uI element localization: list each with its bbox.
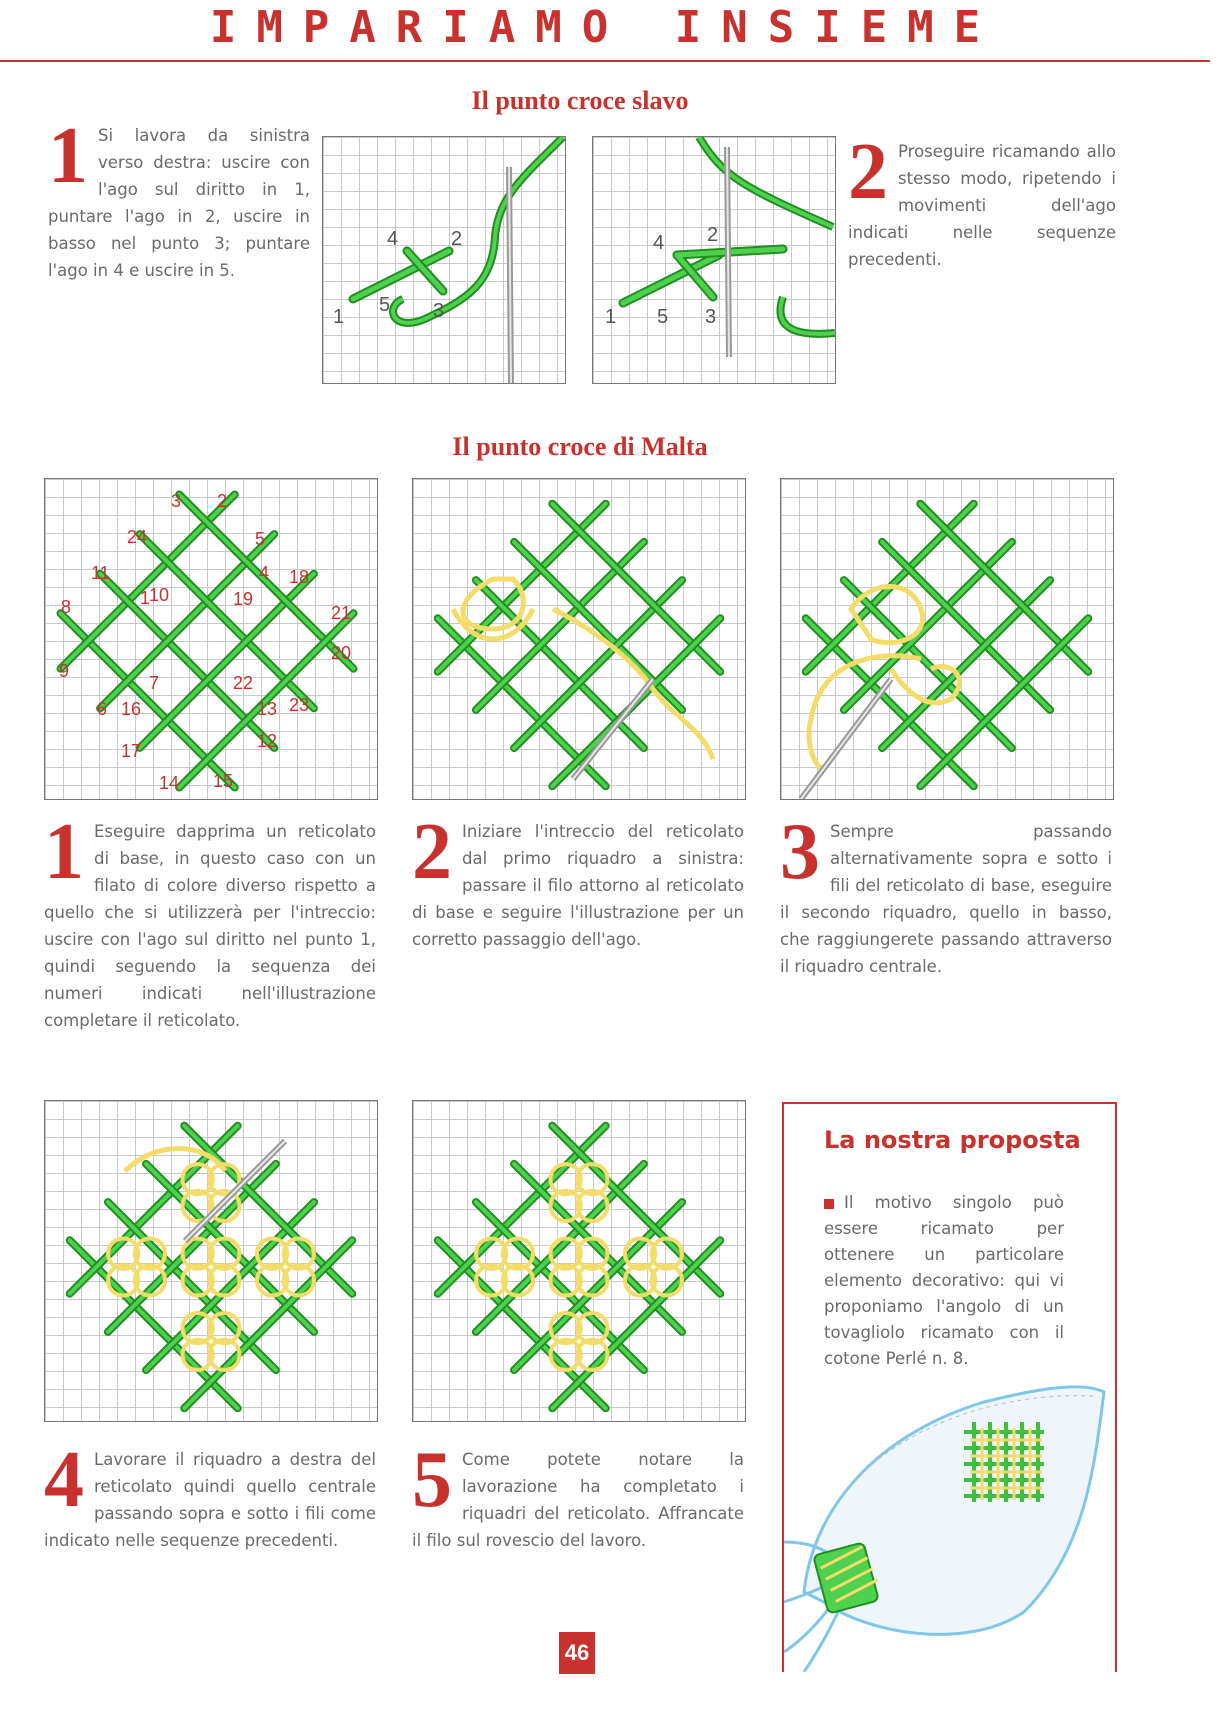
malta-label-23: 23: [289, 695, 310, 715]
slavo-d1-label-4: 4: [387, 228, 399, 250]
malta-step-1: [44, 808, 376, 1034]
step-text: Proseguire ricamando allo stesso modo, ripetendo i movimenti dell'ago indicati nelle sequenze precedenti.: [848, 142, 1116, 269]
malta-step-4: [44, 1436, 376, 1554]
malta-label-16: 16: [121, 699, 142, 719]
slavo-d2-label-1: 1: [605, 306, 617, 328]
malta-step-3: [780, 808, 1112, 980]
slavo-d1-label-5: 5: [379, 294, 391, 316]
malta-label-5: 5: [255, 529, 266, 549]
slavo-step-2: [848, 128, 1116, 273]
napkin-illustration: [784, 1352, 1115, 1672]
proposal-box: [782, 1102, 1117, 1672]
slavo-step-1: [48, 112, 310, 284]
page-number: 46: [559, 1632, 595, 1674]
malta-label-13: 13: [257, 699, 278, 719]
bullet-icon: [824, 1199, 834, 1209]
malta-label-7: 7: [149, 673, 160, 693]
malta-label-14: 14: [159, 773, 180, 793]
malta-label-15: 15: [213, 771, 234, 791]
slavo-d2-label-5: 5: [657, 306, 669, 328]
slavo-d1-label-3: 3: [433, 300, 445, 322]
proposal-text: [824, 1190, 1064, 1372]
malta-label-22: 22: [233, 673, 254, 693]
step-number: 3: [780, 808, 820, 896]
proposal-body: Il motivo singolo può essere ricamato per ottenere un particolare elemento decorativo: qui vi proponiamo l'angolo di un tovagliolo ricamato con il cotone Perlé n. 8.: [824, 1193, 1064, 1368]
malta-label-11: 11: [91, 563, 110, 583]
malta-step-2: [412, 808, 744, 953]
header-title: IMPARIAMO INSIEME: [209, 2, 1001, 53]
step-text: Si lavora da sinistra verso destra: uscire con l'ago sul diritto in 1, puntare l'ago in 2, uscire in basso nel punto 3; puntare l'ago in 4 e uscire in 5.: [48, 126, 310, 280]
malta-label-12: 12: [257, 731, 278, 751]
section-title-slavo: Il punto croce slavo: [471, 86, 689, 115]
malta-label-6: 6: [97, 699, 108, 719]
malta-label-9: 9: [59, 661, 70, 681]
malta-label-17: 17: [121, 741, 142, 761]
malta-diagram-2: [412, 478, 746, 800]
step-number: 5: [412, 1436, 452, 1524]
malta-label-1: 1: [140, 588, 151, 608]
malta-label-8: 8: [61, 597, 72, 617]
slavo-d2-label-4: 4: [653, 232, 665, 254]
malta-label-2: 2: [217, 491, 228, 511]
section-title-malta: Il punto croce di Malta: [452, 432, 708, 461]
malta-label-10: 10: [149, 585, 170, 605]
step-text: Eseguire dapprima un reticolato di base, in questo caso con un filato di colore diverso rispetto a quello che si utilizzerà per l'intreccio: uscire con l'ago sul diritto nel punto 1, quindi seguendo la sequenza dei numeri indicati nell'illustrazione completare il reticolato.: [44, 822, 376, 1030]
malta-label-24: 24: [127, 527, 148, 547]
slavo-diagram-1: [322, 136, 566, 384]
malta-diagram-3: [780, 478, 1114, 800]
malta-label-18: 18: [289, 567, 310, 587]
malta-label-20: 20: [331, 643, 352, 663]
step-number: 2: [412, 808, 452, 896]
slavo-d1-label-1: 1: [333, 306, 345, 328]
slavo-d2-label-2: 2: [707, 224, 719, 246]
malta-diagram-1: [44, 478, 378, 800]
malta-step-5: [412, 1436, 744, 1554]
proposal-title: La nostra proposta: [824, 1126, 1081, 1154]
malta-diagram-4: [44, 1100, 378, 1422]
slavo-d1-label-2: 2: [451, 228, 463, 250]
malta-diagram-5: [412, 1100, 746, 1422]
step-number: 2: [848, 128, 888, 216]
malta-label-21: 21: [331, 603, 352, 623]
step-number: 1: [48, 112, 88, 200]
step-number: 4: [44, 1436, 84, 1524]
step-number: 1: [44, 808, 84, 896]
page-header: [0, 0, 1210, 62]
step-text: Lavorare il riquadro a destra del reticolato quindi quello centrale passando sopra e sotto i fili come indicato nelle sequenze precedenti.: [44, 1450, 376, 1550]
step-text: Come potete notare la lavorazione ha completato i riquadri del reticolato. Affrancate il filo sul rovescio del lavoro.: [412, 1450, 744, 1550]
malta-label-4: 4: [259, 563, 270, 583]
malta-label-3: 3: [171, 491, 182, 511]
step-text: Iniziare l'intreccio del reticolato dal primo riquadro a sinistra: passare il filo attorno al reticolato di base e seguire l'illustrazione per un corretto passaggio dell'ago.: [412, 822, 744, 949]
step-text: Sempre passando alternativamente sopra e sotto i fili del reticolato di base, eseguire il secondo riquadro, quello in basso, che raggiungerete passando attraverso il riquadro centrale.: [780, 822, 1112, 976]
malta-label-19: 19: [233, 589, 254, 609]
slavo-d2-label-3: 3: [705, 306, 717, 328]
slavo-diagram-2: [592, 136, 836, 384]
